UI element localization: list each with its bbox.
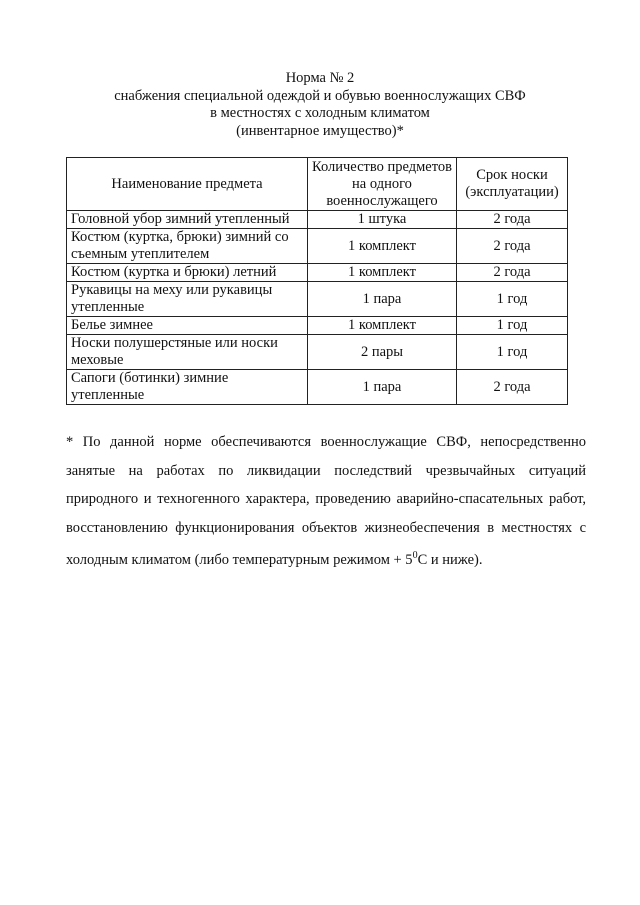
cell-wear-period: 2 года [457,211,568,229]
table-row [67,229,568,264]
cell-item-name: Рукавицы на меху или рукавицы утепленные [67,282,308,317]
cell-wear-period: 1 год [457,282,568,317]
cell-item-name: Костюм (куртка и брюки) летний [67,264,308,282]
table-row [67,317,568,335]
cell-quantity: 1 штука [308,211,457,229]
cell-wear-period: 2 года [457,370,568,405]
cell-item-name: Костюм (куртка, брюки) зимний со съемным утеплителем [67,229,308,264]
title-line-2: снабжения специальной одеждой и обувью военнослужащих СВФ [114,87,526,104]
header-quantity: Количество предметов на одного военнослужащего [308,158,457,211]
cell-item-name: Головной убор зимний утепленный [67,211,308,229]
cell-item-name: Носки полушерстяные или носки меховые [67,335,308,370]
table-row [67,211,568,229]
cell-wear-period: 2 года [457,229,568,264]
cell-item-name: Сапоги (ботинки) зимние утепленные [67,370,308,405]
cell-quantity: 1 комплект [308,229,457,264]
header-wear-period: Срок носки (эксплуатации) [457,158,568,211]
cell-quantity: 2 пары [308,335,457,370]
footnote-text: * По данной норме обеспечиваются военнослужащие СВФ, непосредственно занятые на работах по ликвидации последствий чрезвычайных ситуаций природного и техногенного характера, проведению аварийно-спасательных работ, восстановлению функционирования объектов жизнеобеспечения в местностях с холодным климатом (либо температурным режимом + 5 [66,434,586,568]
footnote [66,428,586,574]
cell-quantity: 1 пара [308,282,457,317]
footnote-text-end: С и ниже). [417,551,483,568]
cell-quantity: 1 пара [308,370,457,405]
table-row [67,370,568,405]
title-line-4: (инвентарное имущество)* [236,122,404,139]
header-item-name: Наименование предмета [67,158,308,211]
title-line-3: в местностях с холодным климатом [210,105,430,121]
table-row [67,264,568,282]
supply-norm-table [66,157,568,405]
table-row [67,282,568,317]
cell-wear-period: 2 года [457,264,568,282]
cell-wear-period: 1 год [457,317,568,335]
title-line-1: Норма № 2 [285,70,355,86]
cell-quantity: 1 комплект [308,317,457,335]
cell-wear-period: 1 год [457,335,568,370]
cell-quantity: 1 комплект [308,264,457,282]
table-row [67,335,568,370]
cell-item-name: Белье зимнее [67,317,308,335]
footnote-superscript: 0 [412,550,418,561]
document-title [0,70,640,140]
